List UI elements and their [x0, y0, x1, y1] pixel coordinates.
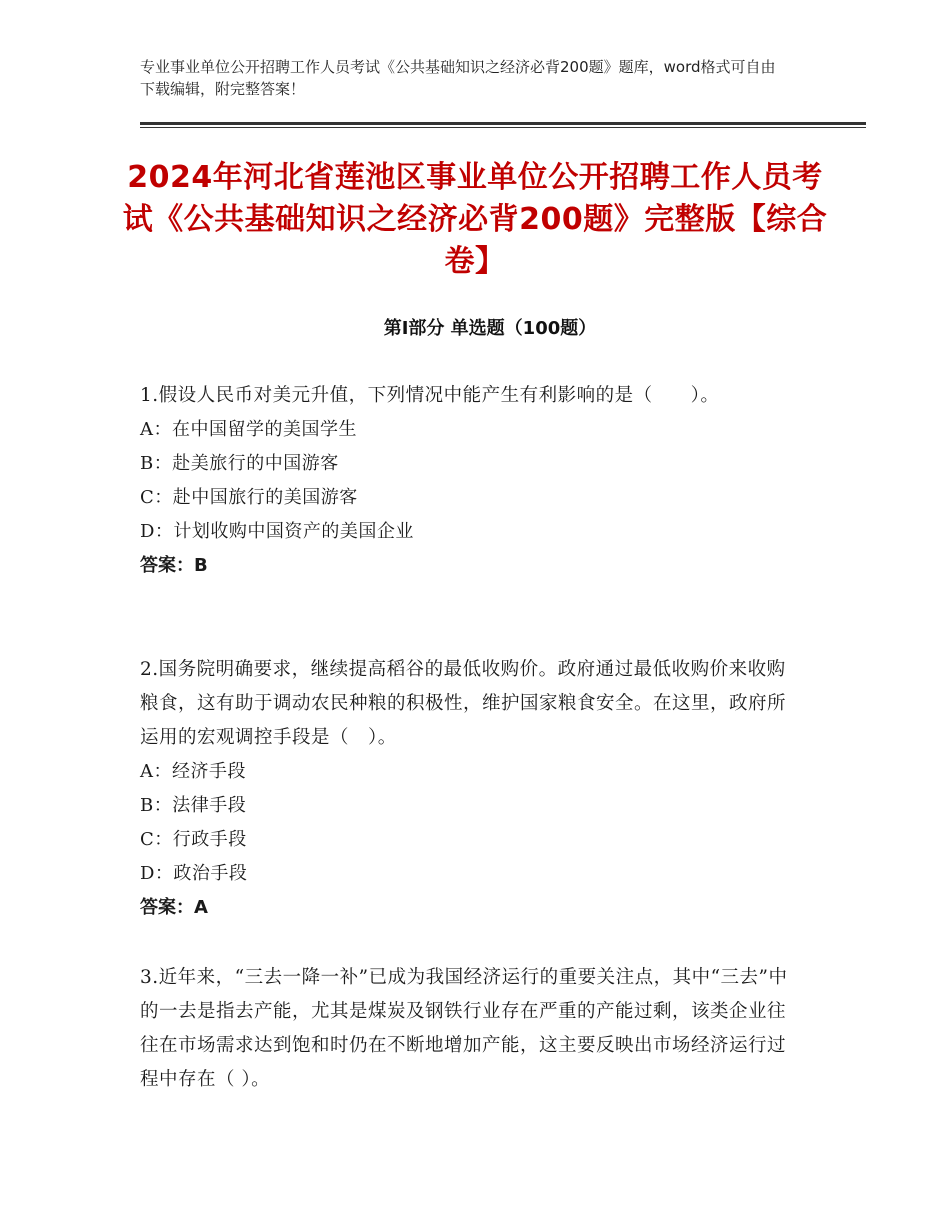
option-a: A：经济手段: [140, 761, 246, 782]
header-divider-thin: [140, 127, 866, 128]
option-d: D：政治手段: [140, 863, 248, 884]
option-c: C：行政手段: [140, 829, 247, 850]
question-stem: 3.近年来，“三去一降一补”已成为我国经济运行的重要关注点，其中“三去”中的一去是指去产能，尤其是煤炭及钢铁行业存在严重的产能过剩，该类企业往往在市场需求达到饱和时仍在不断地增加产能，这主要反映出市场经济运行过程中存在（ ）。: [140, 967, 788, 1090]
header-divider: [140, 122, 866, 125]
option-a: A：在中国留学的美国学生: [140, 419, 357, 440]
document-title: 2024年河北省莲池区事业单位公开招聘工作人员考试《公共基础知识之经济必背200题》完整版【综合卷】: [122, 160, 828, 279]
answer: 答案：B: [140, 555, 208, 576]
option-c: C：赴中国旅行的美国游客: [140, 487, 358, 508]
question-stem: 1.假设人民币对美元升值，下列情况中能产生有利影响的是（ ）。: [140, 385, 720, 406]
section-title: 第I部分 单选题（100题）: [383, 318, 597, 339]
question-1: [140, 379, 800, 583]
option-b: B：法律手段: [140, 795, 247, 816]
option-d: D：计划收购中国资产的美国企业: [140, 521, 414, 542]
question-stem: 2.国务院明确要求，继续提高稻谷的最低收购价。政府通过最低收购价来收购粮食，这有助于调动农民种粮的积极性，维护国家粮食安全。在这里，政府所运用的宏观调控手段是（ ）。: [140, 659, 787, 748]
option-b: B：赴美旅行的中国游客: [140, 453, 339, 474]
question-2: [140, 653, 800, 925]
question-3: [140, 961, 800, 1097]
header-note: 专业事业单位公开招聘工作人员考试《公共基础知识之经济必背200题》题库，word格式可自由下载编辑，附完整答案！: [140, 58, 776, 98]
answer: 答案：A: [140, 897, 208, 918]
